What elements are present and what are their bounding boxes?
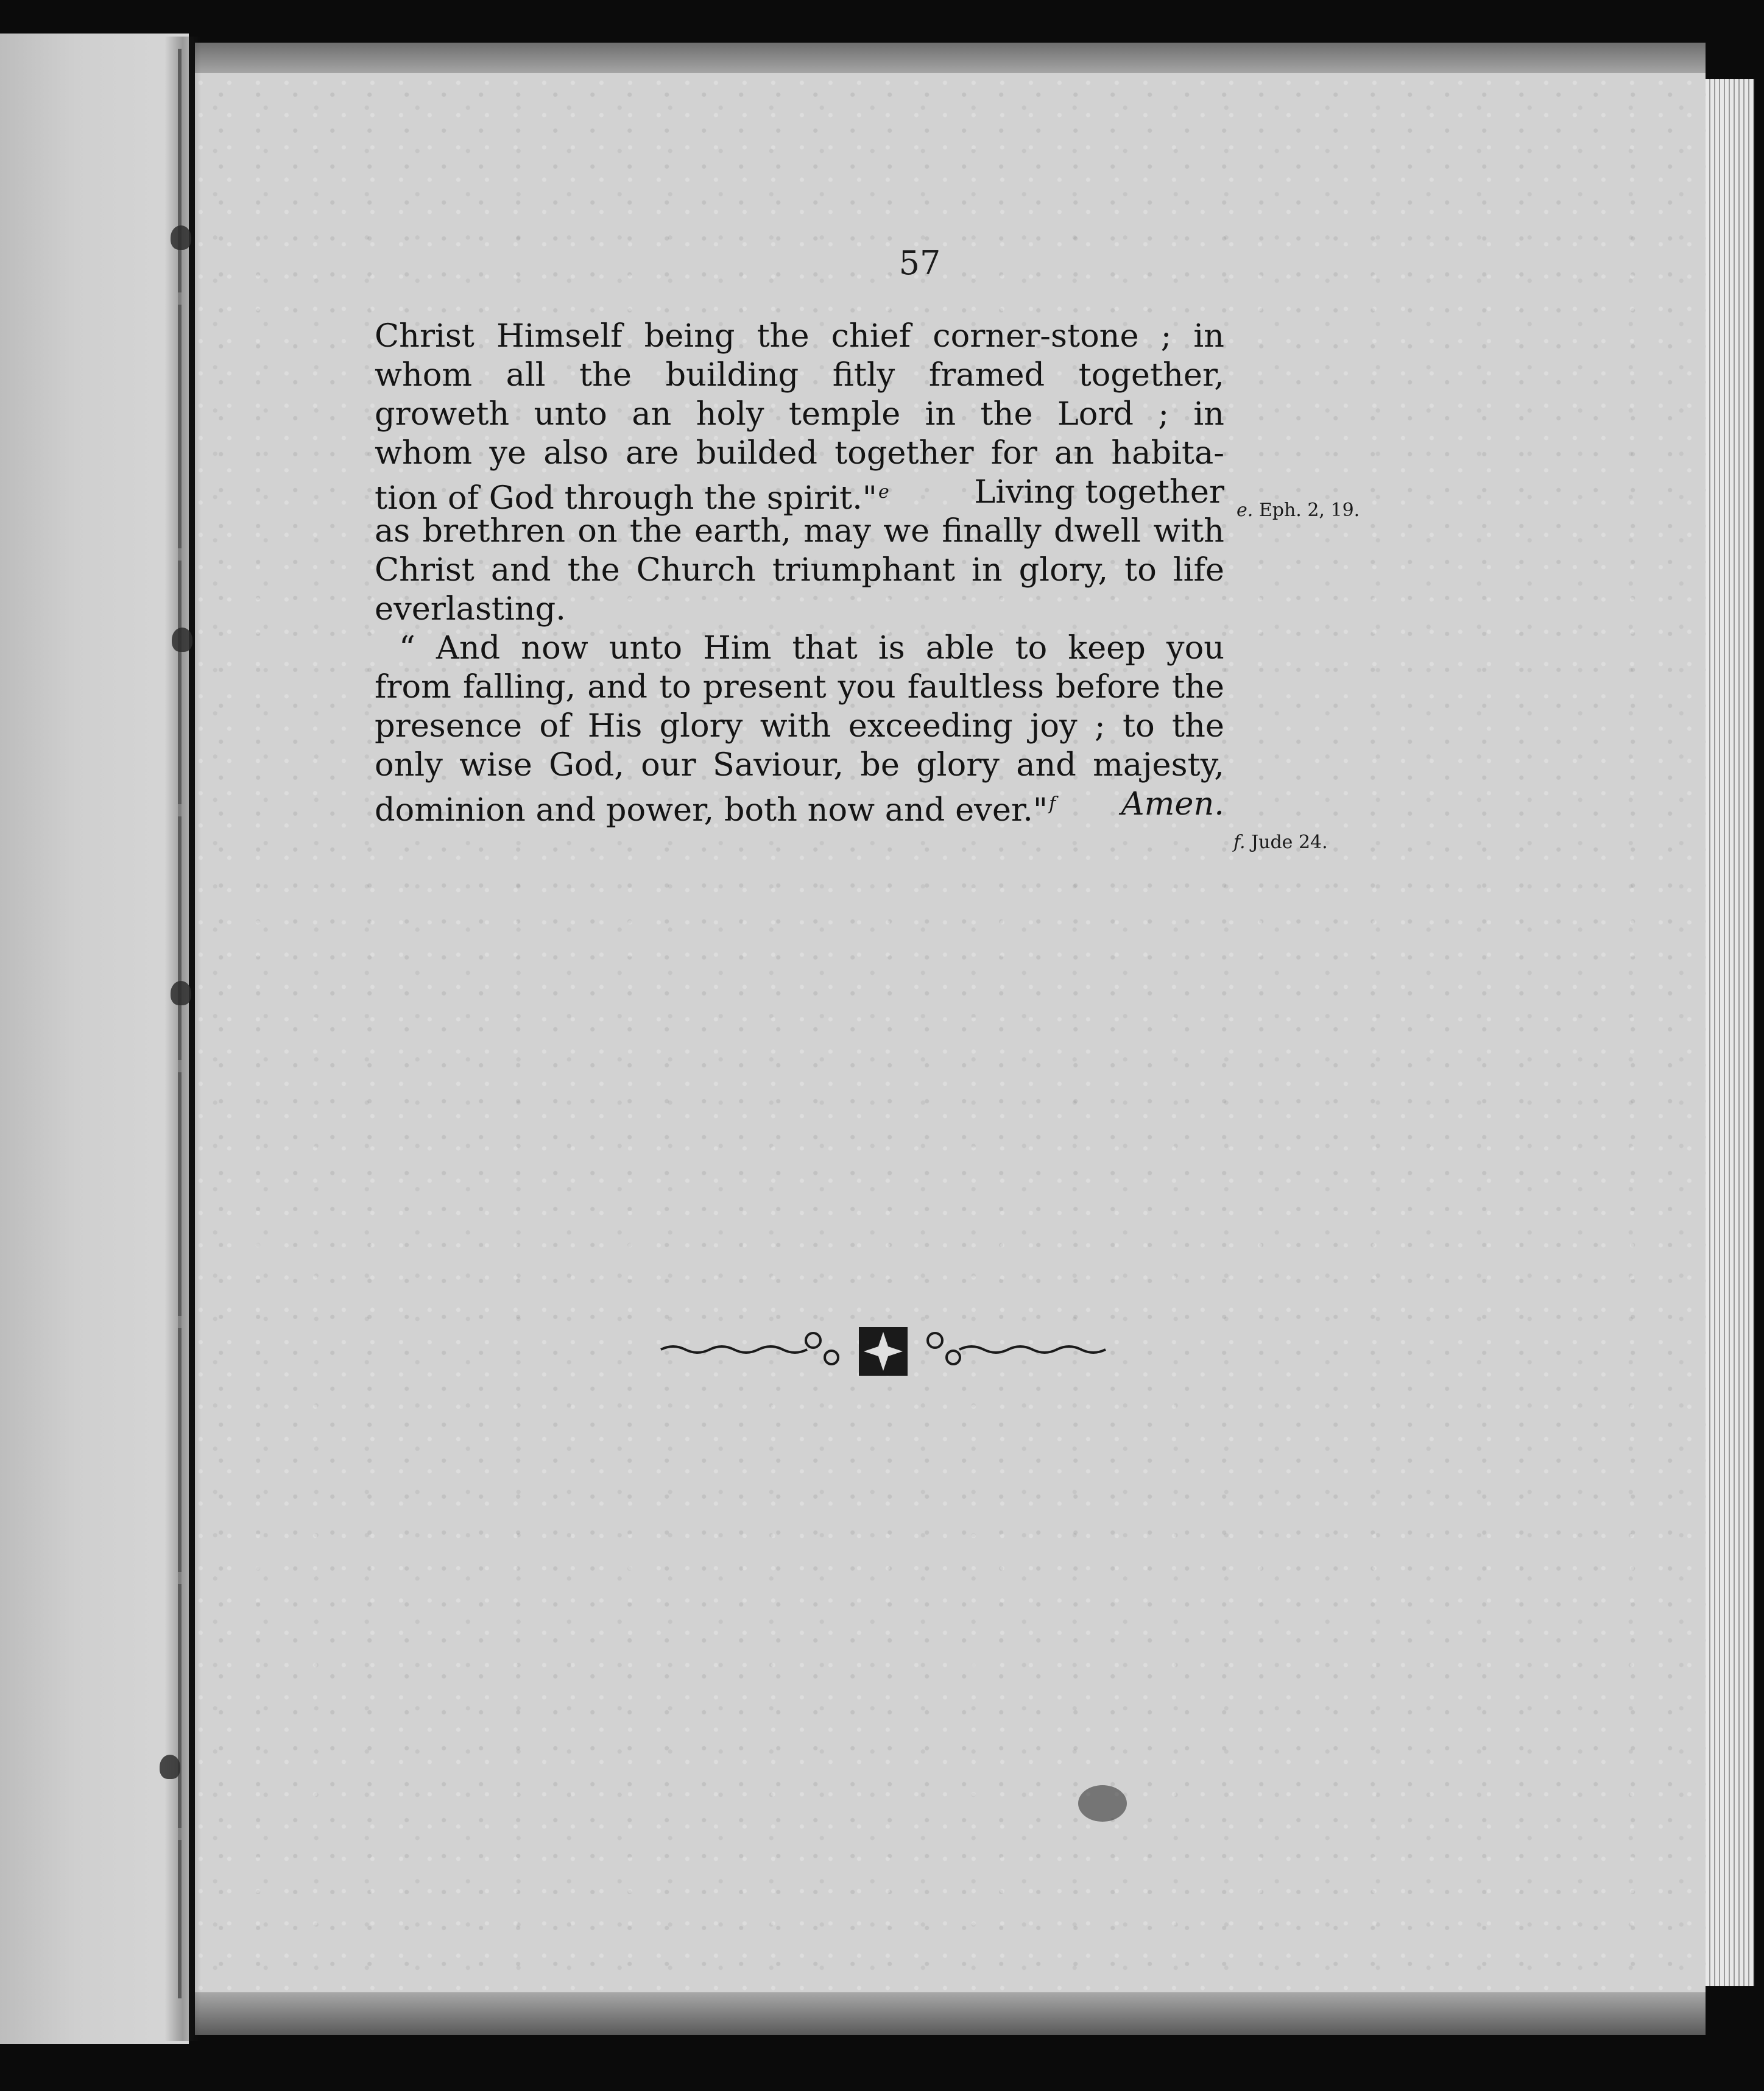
footnote-mark-f: f: [1049, 793, 1056, 815]
marginal-letter: e.: [1237, 500, 1254, 521]
stitch-knot: [171, 981, 191, 1005]
stitch-knot: [172, 628, 192, 652]
page-stack-edge: [1706, 79, 1754, 1986]
ornament-curl: [947, 1351, 960, 1364]
page-number: 57: [898, 244, 941, 282]
text-line: everlasting.: [375, 590, 566, 628]
text-segment: Living together: [974, 473, 1224, 511]
ornament-curl: [928, 1333, 942, 1348]
text-segment: dominion and power, both now and ever."$^f$: [375, 791, 1056, 829]
stitch-knot: [171, 225, 191, 250]
left-leaf: [0, 34, 189, 2044]
text-segment: tion of God through the spirit."$^e$: [375, 479, 889, 517]
text-line: as brethren on the earth, may we finally dwell with: [375, 512, 1224, 550]
text-line: from falling, and to present you faultless before the: [375, 668, 1224, 706]
footnote-mark-e: e: [878, 481, 889, 503]
marginal-ref: Eph. 2, 19.: [1258, 500, 1360, 521]
binding-stitch: [178, 49, 182, 1998]
floral-cross-ornament-icon: [658, 1322, 1109, 1377]
stitch-knot: [160, 1755, 180, 1779]
marginal-reference-eph: [1237, 500, 1360, 521]
marginal-reference-jude: [1233, 832, 1328, 853]
text-line: whom ye also are builded together for an habita-: [375, 434, 1224, 472]
text-line: [375, 473, 1224, 517]
text-line: Christ Himself being the chief corner-stone ; in: [375, 317, 1224, 355]
text-line: whom all the building fitly framed together,: [375, 356, 1224, 394]
marginal-letter: f.: [1233, 832, 1246, 853]
text-line: only wise God, our Saviour, be glory and majesty,: [375, 746, 1224, 784]
text-line: Christ and the Church triumphant in glory, to life: [375, 551, 1224, 589]
ornament-curl: [806, 1333, 820, 1348]
ornament-scroll-right: [959, 1346, 1106, 1353]
ornament-curl: [825, 1351, 838, 1364]
text-line: presence of His glory with exceeding joy ; to the: [375, 707, 1224, 745]
body-text: [375, 317, 1224, 829]
marginal-ref: Jude 24.: [1251, 832, 1328, 853]
text-line: groweth unto an holy temple in the Lord ; in: [375, 395, 1224, 433]
spine-shadow: [164, 37, 201, 2041]
text-line: “ And now unto Him that is able to keep you: [399, 629, 1224, 667]
ink-stain: [1078, 1785, 1127, 1822]
amen-text: Amen.: [1121, 785, 1224, 823]
ornament-scroll-left: [661, 1346, 807, 1353]
text-line: [375, 785, 1224, 829]
page-bottom-edge: [195, 1992, 1706, 2035]
